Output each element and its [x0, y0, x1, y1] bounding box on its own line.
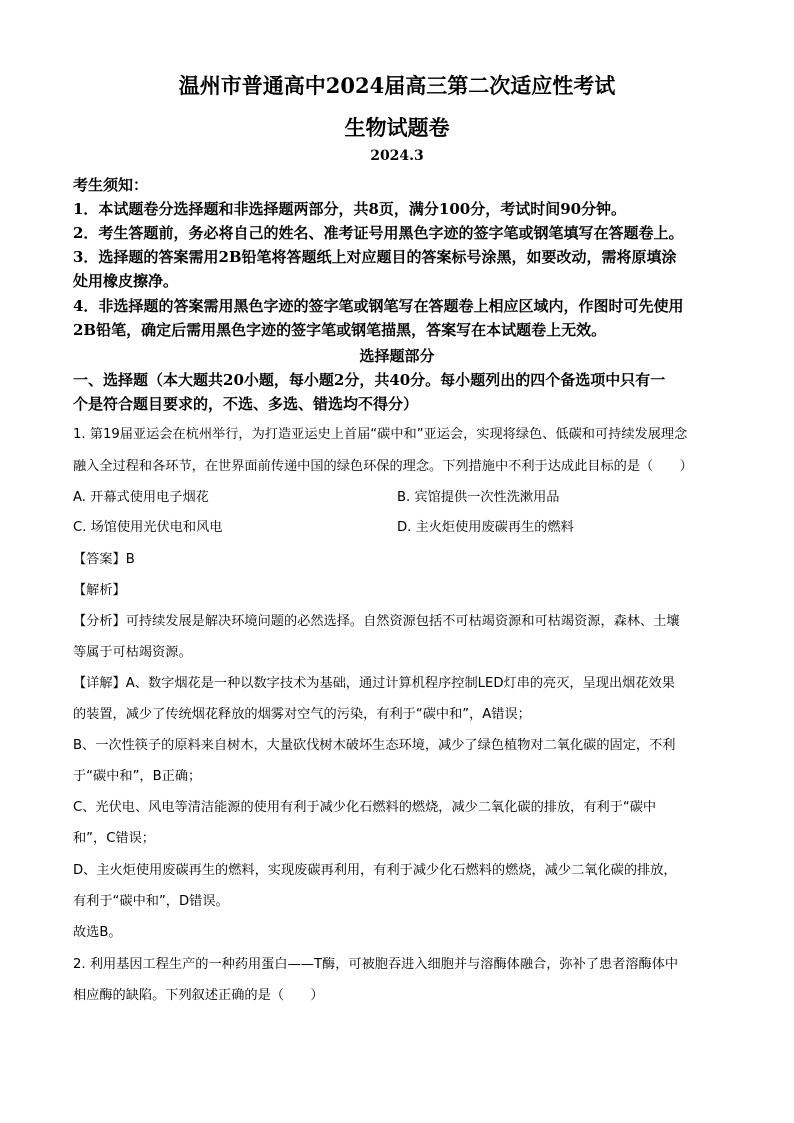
q1-body-line-11: 故选B。	[73, 925, 122, 940]
q1-stem-line-2: 融入全过程和各环节，在世界面前传递中国的绿色环保的理念。下列措施中不利于达成此目标的是（ ）	[73, 459, 693, 474]
section-instruction-1: 一、选择题（本大题共20小题，每小题2分，共40分。每小题列出的四个备选项中只有一	[73, 371, 666, 389]
q1-body-line-5: B、一次性筷子的原料来自树木，大量砍伐树木破坏生态环境，减少了绿色植物对二氧化碳的固定，不利	[73, 738, 676, 753]
notice-item-3-cont: 处用橡皮擦净。	[73, 272, 179, 290]
q2-stem-line-1: 2. 利用基因工程生产的一种药用蛋白——T酶，可被胞吞进入细胞并与溶酶体融合，弥补了患者溶酶体中	[73, 957, 679, 972]
notice-item-4: 4．非选择题的答案需用黑色字迹的签字笔或钢笔写在答题卷上相应区域内，作图时可先使用	[73, 297, 684, 315]
exam-title: 温州市普通高中2024届高三第二次适应性考试	[178, 73, 616, 98]
notice-item-2: 2．考生答题前，务必将自己的姓名、准考证号用黑色字迹的签字笔或钢笔填写在答题卷上。	[73, 224, 684, 242]
q2-stem-line-2: 相应酶的缺陷。下列叙述正确的是（ ）	[73, 988, 324, 1003]
q1-body-line-8: 和”，C错误；	[73, 831, 155, 846]
notice-item-3: 3．选择题的答案需用2B铅笔将答题纸上对应题目的答案标号涂黑，如要改动，需将原填涂	[73, 248, 677, 266]
notice-item-1: 1．本试题卷分选择题和非选择题两部分，共8页，满分100分，考试时间90分钟。	[73, 200, 627, 218]
exam-date: 2024.3	[370, 148, 424, 164]
q1-stem-line-1: 1. 第19届亚运会在杭州举行，为打造亚运史上首届“碳中和”亚运会，实现将绿色、低碳和可持续发展理念	[73, 427, 688, 442]
notice-item-4-cont: 2B铅笔，确定后需用黑色字迹的签字笔或钢笔描黑，答案写在本试题卷上无效。	[73, 321, 607, 339]
q1-body-line-10: 有利于“碳中和”，D错误。	[73, 894, 229, 909]
q1-body-line-7: C、光伏电、风电等清洁能源的使用有利于减少化石燃料的燃烧，减少二氧化碳的排放，有利于“碳中	[73, 800, 657, 815]
section-heading: 选择题部分	[359, 347, 435, 365]
notice-heading: 考生须知：	[73, 176, 149, 194]
q1-body-line-4: 的装置，减少了传统烟花释放的烟雾对空气的污染，有利于“碳中和”，A错误；	[73, 707, 531, 722]
q1-option-d: D. 主火炬使用废碳再生的燃料	[397, 520, 574, 535]
q1-answer: 【答案】B	[73, 552, 135, 567]
q1-body-line-3: 【详解】A、数字烟花是一种以数字技术为基础，通过计算机程序控制LED灯串的亮灭，呈现出烟花效果	[73, 676, 675, 691]
q1-analysis-label: 【解析】	[73, 583, 126, 598]
exam-subtitle: 生物试题卷	[344, 115, 450, 140]
section-instruction-2: 个是符合题目要求的，不选、多选、错选均不得分）	[73, 395, 419, 413]
q1-body-line-6: 于“碳中和”，B正确；	[73, 769, 202, 784]
q1-body-line-9: D、主火炬使用废碳再生的燃料，实现废碳再利用，有利于减少化石燃料的燃烧，减少二氧化碳的排放，	[73, 863, 677, 878]
q1-body-line-1: 【分析】可持续发展是解决环境问题的必然选择。自然资源包括不可枯竭资源和可枯竭资源，森林、土壤	[73, 614, 680, 629]
q1-body-line-2: 等属于可枯竭资源。	[73, 645, 192, 660]
q1-option-b: B. 宾馆提供一次性洗漱用品	[397, 490, 560, 505]
q1-option-c: C. 场馆使用光伏电和风电	[73, 520, 223, 535]
q1-option-a: A. 开幕式使用电子烟花	[73, 490, 209, 505]
